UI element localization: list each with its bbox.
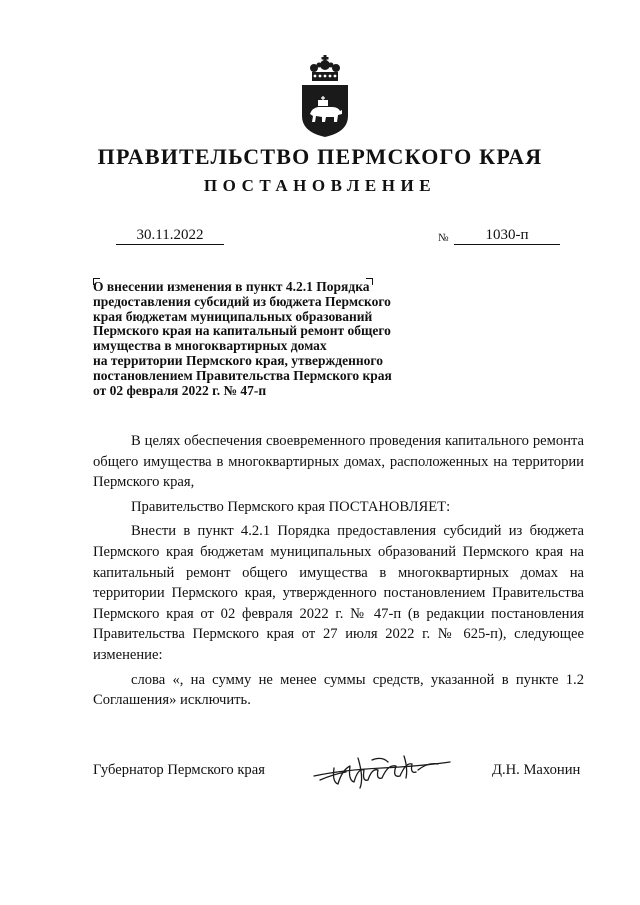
number-sign: № [438,232,449,244]
document-date: 30.11.2022 [116,226,224,245]
subject-line: постановлением Правительства Пермского края [93,367,392,383]
signer-name: Д.Н. Махонин [492,762,581,778]
change-paragraph: слова «, на сумму не менее суммы средств, указанной в пункте 1.2 Соглашения» исключить. [93,671,584,709]
subject-line: на территории Пермского края, утвержденного [93,352,383,368]
subject-line: предоставления субсидий из бюджета Пермского [93,293,391,309]
subject-line: от 02 февраля 2022 г. № 47-п [93,382,267,398]
coat-of-arms-icon [300,52,350,138]
subject-line: края бюджетам муниципальных образований [93,308,373,324]
document-number: 1030-п [454,226,560,245]
document-type: ПОСТАНОВЛЕНИЕ [203,176,437,195]
resolution-paragraph: Правительство Пермского края ПОСТАНОВЛЯЕТ: [131,498,451,515]
subject-line: О внесении изменения в пункт 4.2.1 Порядка [93,279,370,294]
handwritten-signature [312,748,452,792]
subject-line: имущества в многоквартирных домах [93,338,327,354]
amendment-paragraph: Внести в пункт 4.2.1 Порядка предоставления субсидий из бюджета Пермского края бюджетам муниципальных образований Пермского края на капитальный ремонт общего имущества в многоквартирных домах на территории Пермского края, утвержденного постановлением Правительства Пермского края от 02 февраля 2022 г. № 47-п (в редакции постановления Правительства Пермского края от 27 июля 2022 г. № 625-п), следующее изменение: [93,523,584,663]
preamble-paragraph: В целях обеспечения своевременного проведения капитального ремонта общего имущества в многоквартирных домах, расположенных на территории Пермского края, [93,433,584,491]
signer-title: Губернатор Пермского края [93,762,265,778]
document-body [93,431,584,711]
government-title: ПРАВИТЕЛЬСТВО ПЕРМСКОГО КРАЯ [97,144,543,169]
subject-line: Пермского края на капитальный ремонт общего [93,323,391,339]
document-subject [93,280,443,398]
